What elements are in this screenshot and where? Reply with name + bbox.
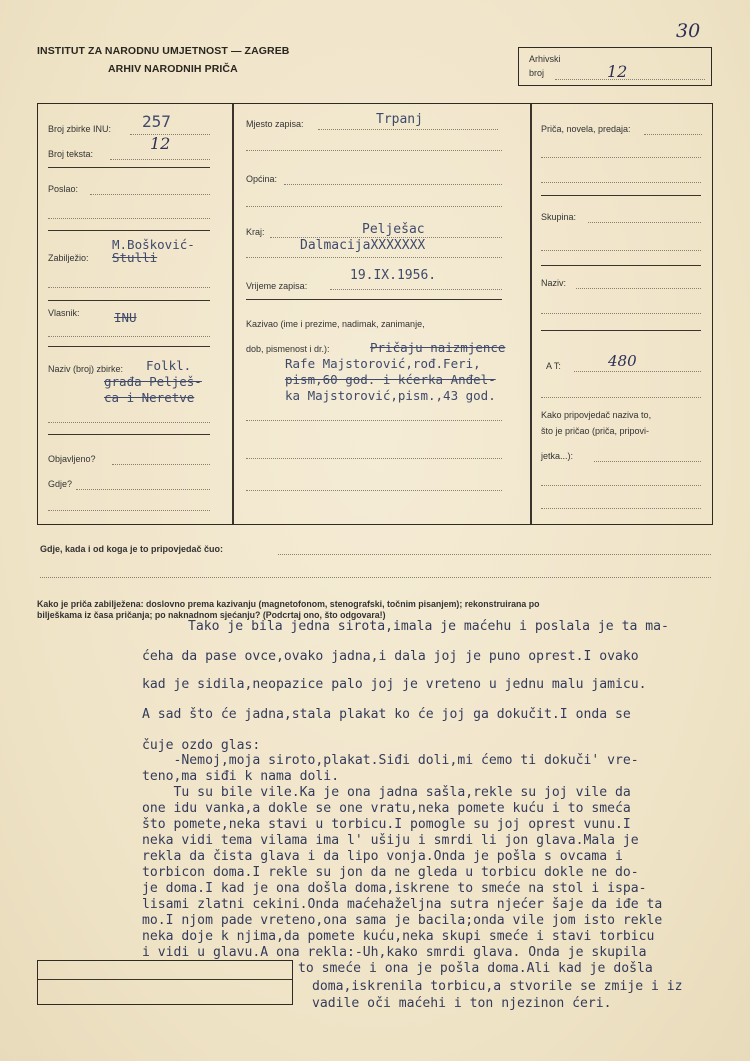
- story-line: čuje ozdo glas:: [142, 738, 261, 753]
- page-number: 30: [676, 20, 701, 42]
- kazivao-label-1: Kazivao (ime i prezime, nadimak, zanimanje,: [246, 319, 425, 329]
- zabiljezio-value-2: Stulli: [112, 250, 158, 265]
- archive-label-broj: broj: [529, 68, 545, 78]
- vlasnik-value: INU: [114, 310, 137, 325]
- teksta-value: 12: [150, 134, 171, 153]
- story-line: što pomete,neka stavi u torbicu.I pomogle su joj oprest vunu.I: [142, 817, 631, 832]
- story-line: to smeće i ona je pošla doma.Ali kad je došla: [298, 961, 653, 976]
- kazivao-value-2: Rafe Majstorović,rođ.Feri,: [285, 356, 481, 371]
- naziv-label: Naziv:: [541, 278, 567, 288]
- mjesto-value: Trpanj: [376, 112, 423, 127]
- kraj-value-1: Pelješac: [362, 222, 425, 237]
- archive-name: ARHIV NARODNIH PRIČA: [108, 63, 238, 75]
- kraj-value-2: DalmacijaXXXXXXX: [300, 238, 426, 253]
- story-line: doma,iskrenila torbicu,a stvorile se zmije i iz: [312, 979, 683, 994]
- story-line: torbicon doma.I rekle su jon da ne gleda u torbicu dokle ne do-: [142, 865, 639, 880]
- story-line: i vidi u glavu.A ona rekla:-Uh,kako smrdi glava. Onda je skupila: [142, 945, 647, 960]
- story-line: ćeha da pase ovce,ovako jadna,i dala joj je puno oprest.I ovako: [142, 649, 639, 664]
- naziv-zbirke-value-1: Folkl.: [146, 358, 192, 373]
- zbirka-label: Broj zbirke INU:: [48, 124, 112, 134]
- kako-zabiljezena-line2: bilješkama iz časa pričanja; po naknadnom sjećanju? (Podcrtaj ono, što odgovara!): [37, 610, 386, 620]
- kako-label-3: jetka...):: [541, 451, 574, 461]
- story-line: vadile oči maćehi i ton njezinon ćeri.: [312, 996, 612, 1011]
- vrijeme-value: 19.IX.1956.: [350, 268, 437, 283]
- at-label: A T:: [546, 361, 561, 371]
- archive-number-box: [518, 47, 712, 86]
- story-line: teno,ma siđi k nama doli.: [142, 769, 340, 784]
- objavljeno-label: Objavljeno?: [48, 454, 96, 464]
- archive-number: 12: [607, 62, 628, 81]
- naziv-zbirke-value-2: građa Pelješ-: [104, 374, 202, 389]
- zabiljezio-value-1: M.Bošković-: [112, 237, 195, 252]
- story-line: neka vidi tema vilama ima l' ušiju i smrdi li jon glava.Mala je: [142, 833, 639, 848]
- naziv-zbirke-value-3: ca i Neretve: [104, 390, 195, 405]
- kazivao-label-2: dob, pismenost i dr.):: [246, 344, 330, 354]
- kako-label-1: Kako pripovjedač naziva to,: [541, 410, 652, 420]
- story-line: Tu su bile vile.Ka je ona jadna sašla,rekle su joj vile da: [142, 785, 631, 800]
- story-line: -Nemoj,moja siroto,plakat.Siđi doli,mi ćemo ti dokuči' vre-: [142, 753, 639, 768]
- vlasnik-label: Vlasnik:: [48, 308, 80, 318]
- kazivao-value-3: pism,60 god. i kćerka Anđel-: [285, 372, 496, 387]
- kraj-label: Kraj:: [246, 227, 265, 237]
- zabiljezio-label: Zabilježio:: [48, 253, 89, 263]
- archive-label: Arhivski: [529, 54, 561, 64]
- kako-label-2: što je pričao (priča, pripovi-: [541, 426, 650, 436]
- opcina-label: Općina:: [246, 174, 278, 184]
- at-value: 480: [608, 352, 637, 370]
- zbirka-value: 257: [142, 112, 171, 131]
- story-line: neka doje k njima,da pomete kuću,neka skupi smeće i stavi torbicu: [142, 929, 655, 944]
- naziv-zbirke-label: Naziv (broj) zbirke:: [48, 364, 124, 374]
- poslao-label: Poslao:: [48, 184, 79, 194]
- skupina-label: Skupina:: [541, 212, 577, 222]
- teksta-label: Broj teksta:: [48, 149, 94, 159]
- footer-box: [37, 960, 293, 1005]
- story-line: A sad što će jadna,stala plakat ko će joj ga dokučit.I onda se: [142, 707, 631, 722]
- story-line: lisami zlatni cekini.Onda maćehaželjna sutra njećer šaje da iđe ta: [142, 897, 663, 912]
- institute-name: INSTITUT ZA NARODNU UMJETNOST — ZAGREB: [37, 45, 290, 57]
- kazivao-value-1: Pričaju naizmjence: [370, 340, 506, 355]
- vrijeme-label: Vrijeme zapisa:: [246, 281, 308, 291]
- story-line: Tako je bila jedna sirota,imala je maćehu i poslala je ta ma-: [188, 619, 669, 634]
- story-line: kad je sidila,neopazice palo joj je vreteno u jednu malu jamicu.: [142, 677, 647, 692]
- mjesto-label: Mjesto zapisa:: [246, 119, 304, 129]
- story-line: je doma.I kad je ona došla doma,iskrene to smeće na stol i ispa-: [142, 881, 647, 896]
- gdje-label: Gdje?: [48, 479, 73, 489]
- gdje-kada-label: Gdje, kada i od koga je to pripovjedač čuo:: [40, 544, 224, 554]
- story-line: one idu vanka,a dokle se one vratu,neka pomete kuću i to smeća: [142, 801, 631, 816]
- kako-zabiljezena-line1: Kako je priča zabilježena: doslovno prema kazivanju (magnetofonom, stenografski, točnim pisanjem); rekonstruirana po: [37, 599, 540, 609]
- story-line: mo.I njom pade vreteno,ona sama je bacila;onda vile jom isto rekle: [142, 913, 663, 928]
- prica-label: Priča, novela, predaja:: [541, 124, 631, 134]
- kazivao-value-4: ka Majstorović,pism.,43 god.: [285, 388, 496, 403]
- story-line: rekla da čista glava i da lipo vonja.Onda je pošla s ovcama i: [142, 849, 623, 864]
